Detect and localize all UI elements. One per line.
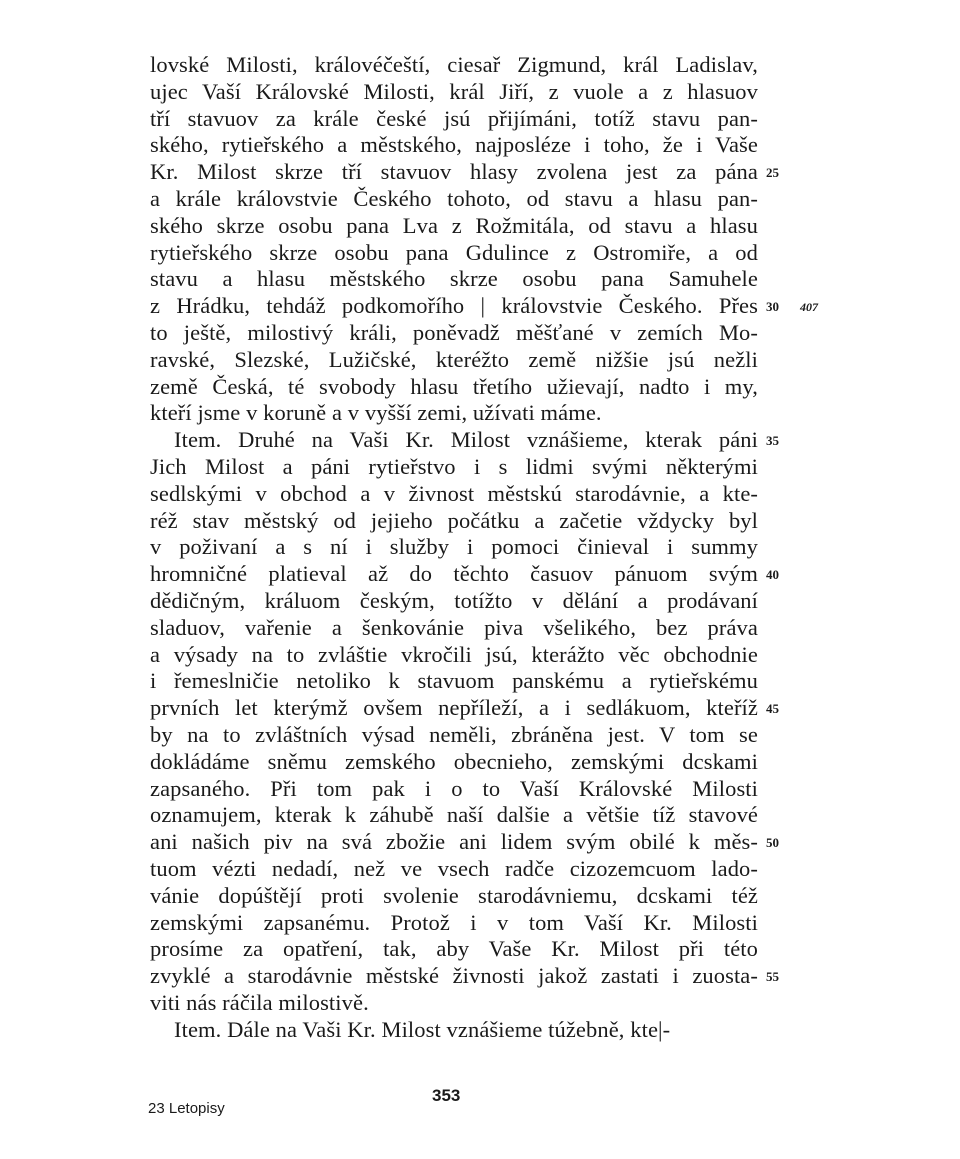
text-line: zvyklé a starodávnie městské živnosti jakož zastati i zuosta-	[150, 963, 758, 989]
text-line: hromničné platieval až do těchto časuov pánuom svým	[150, 561, 758, 587]
text-line: stavu a hlasu městského skrze osobu pana Samuhele	[150, 266, 758, 292]
text-line: by na to zvláštních výsad neměli, zbráněna jest. V tom se	[150, 721, 758, 747]
text-line: sladuov, vařenie a šenkovánie piva všelikého, bez práva	[150, 614, 758, 640]
text-line: kteří jsme v koruně a v vyšší zemi, užívati máme.	[150, 400, 602, 426]
text-line: Kr. Milost skrze tří stavuov hlasy zvolena jest za pána	[150, 159, 758, 185]
text-line: ského, rytieřského a městského, najposléze i toho, že i Vaše	[150, 132, 758, 158]
text-line: réž stav městský od jejieho počátku a začetie vždycky byl	[150, 507, 758, 533]
page-number: 353	[432, 1086, 461, 1105]
margin-line-number: 40	[766, 567, 779, 583]
margin-line-number: 55	[766, 969, 779, 985]
text-line: dědičným, králuom českým, totížto v dělání a prodávaní	[150, 587, 758, 613]
text-line: a krále královstvie Českého tohoto, od stavu a hlasu pan-	[150, 185, 758, 211]
margin-line-number: 50	[766, 835, 779, 851]
text-line: zapsaného. Při tom pak i o to Vaší Královské Milosti	[150, 775, 758, 801]
printer-signature: 23 Letopisy	[148, 1100, 225, 1117]
text-line: dokládáme sněmu zemského obecnieho, zemskými dcskami	[150, 748, 758, 774]
text-line: lovské Milosti, královéčeští, ciesař Zigmund, král Ladislav,	[150, 52, 758, 77]
text-line: Item. Druhé na Vaši Kr. Milost vznášieme, kterak páni	[174, 427, 758, 453]
body-text	[150, 52, 758, 1043]
margin-line-number: 25	[766, 165, 779, 181]
margin-line-number: 35	[766, 433, 779, 449]
text-line: viti nás ráčila milostivě.	[150, 989, 369, 1015]
text-line: tuom vézti nedadí, než ve vsech radče cizozemcuom lado-	[150, 855, 758, 881]
margin-line-number: 30	[766, 299, 779, 315]
text-line: vánie dopúštějí proti svolenie starodávniemu, dcskami též	[150, 882, 758, 908]
text-line: ani našich piv na svá zbožie ani lidem svým obilé k měs-	[150, 829, 758, 855]
text-line: země Česká, té svobody hlasu třetího užievají, nadto i my,	[150, 373, 758, 399]
text-line: i řemeslničie netoliko k stavuom panskému a rytieřskému	[150, 668, 758, 694]
text-line: sedlskými v obchod a v živnost městskú starodávnie, a kte-	[150, 480, 758, 506]
text-line: oznamujem, kterak k záhubě naší dalšie a většie tíž stavové	[150, 802, 758, 828]
text-line: to ještě, milostivý králi, poněvadž měšťané v zemích Mo-	[150, 319, 758, 345]
text-line: rytieřského skrze osobu pana Gdulince z Ostromiře, a od	[150, 239, 758, 265]
text-line: ského skrze osobu pana Lva z Rožmitála, od stavu a hlasu	[150, 212, 758, 238]
text-line: prosíme za opatření, tak, aby Vaše Kr. Milost při této	[150, 936, 758, 962]
text-line: z Hrádku, tehdáž podkomořího | královstvie Českého. Přes	[150, 293, 758, 319]
text-line: Item. Dále na Vaši Kr. Milost vznášieme túžebně, kte|-	[174, 1016, 671, 1042]
text-line: prvních let kterýmž ovšem nepříleží, a i sedlákuom, kteříž	[150, 695, 758, 721]
text-line: v poživaní a s ní i služby i pomoci činieval i summy	[150, 534, 758, 560]
text-line: zemskými zapsanému. Protož i v tom Vaší Kr. Milosti	[150, 909, 758, 935]
text-line: a výsady na to zvláštie vkročili jsú, kterážto věc obchodnie	[150, 641, 758, 667]
text-line: Jich Milost a páni rytieřstvo i s lidmi svými některými	[150, 453, 758, 479]
margin-line-number: 45	[766, 701, 779, 717]
text-line: ujec Vaší Královské Milosti, král Jiří, z vuole a z hlasuov	[150, 78, 758, 104]
text-line: ravské, Slezské, Lužičské, kteréžto země nižšie jsú nežli	[150, 346, 758, 372]
text-line: tří stavuov za krále české jsú přijímáni, totíž stavu pan-	[150, 105, 758, 131]
source-page-marker: 407	[800, 300, 818, 315]
